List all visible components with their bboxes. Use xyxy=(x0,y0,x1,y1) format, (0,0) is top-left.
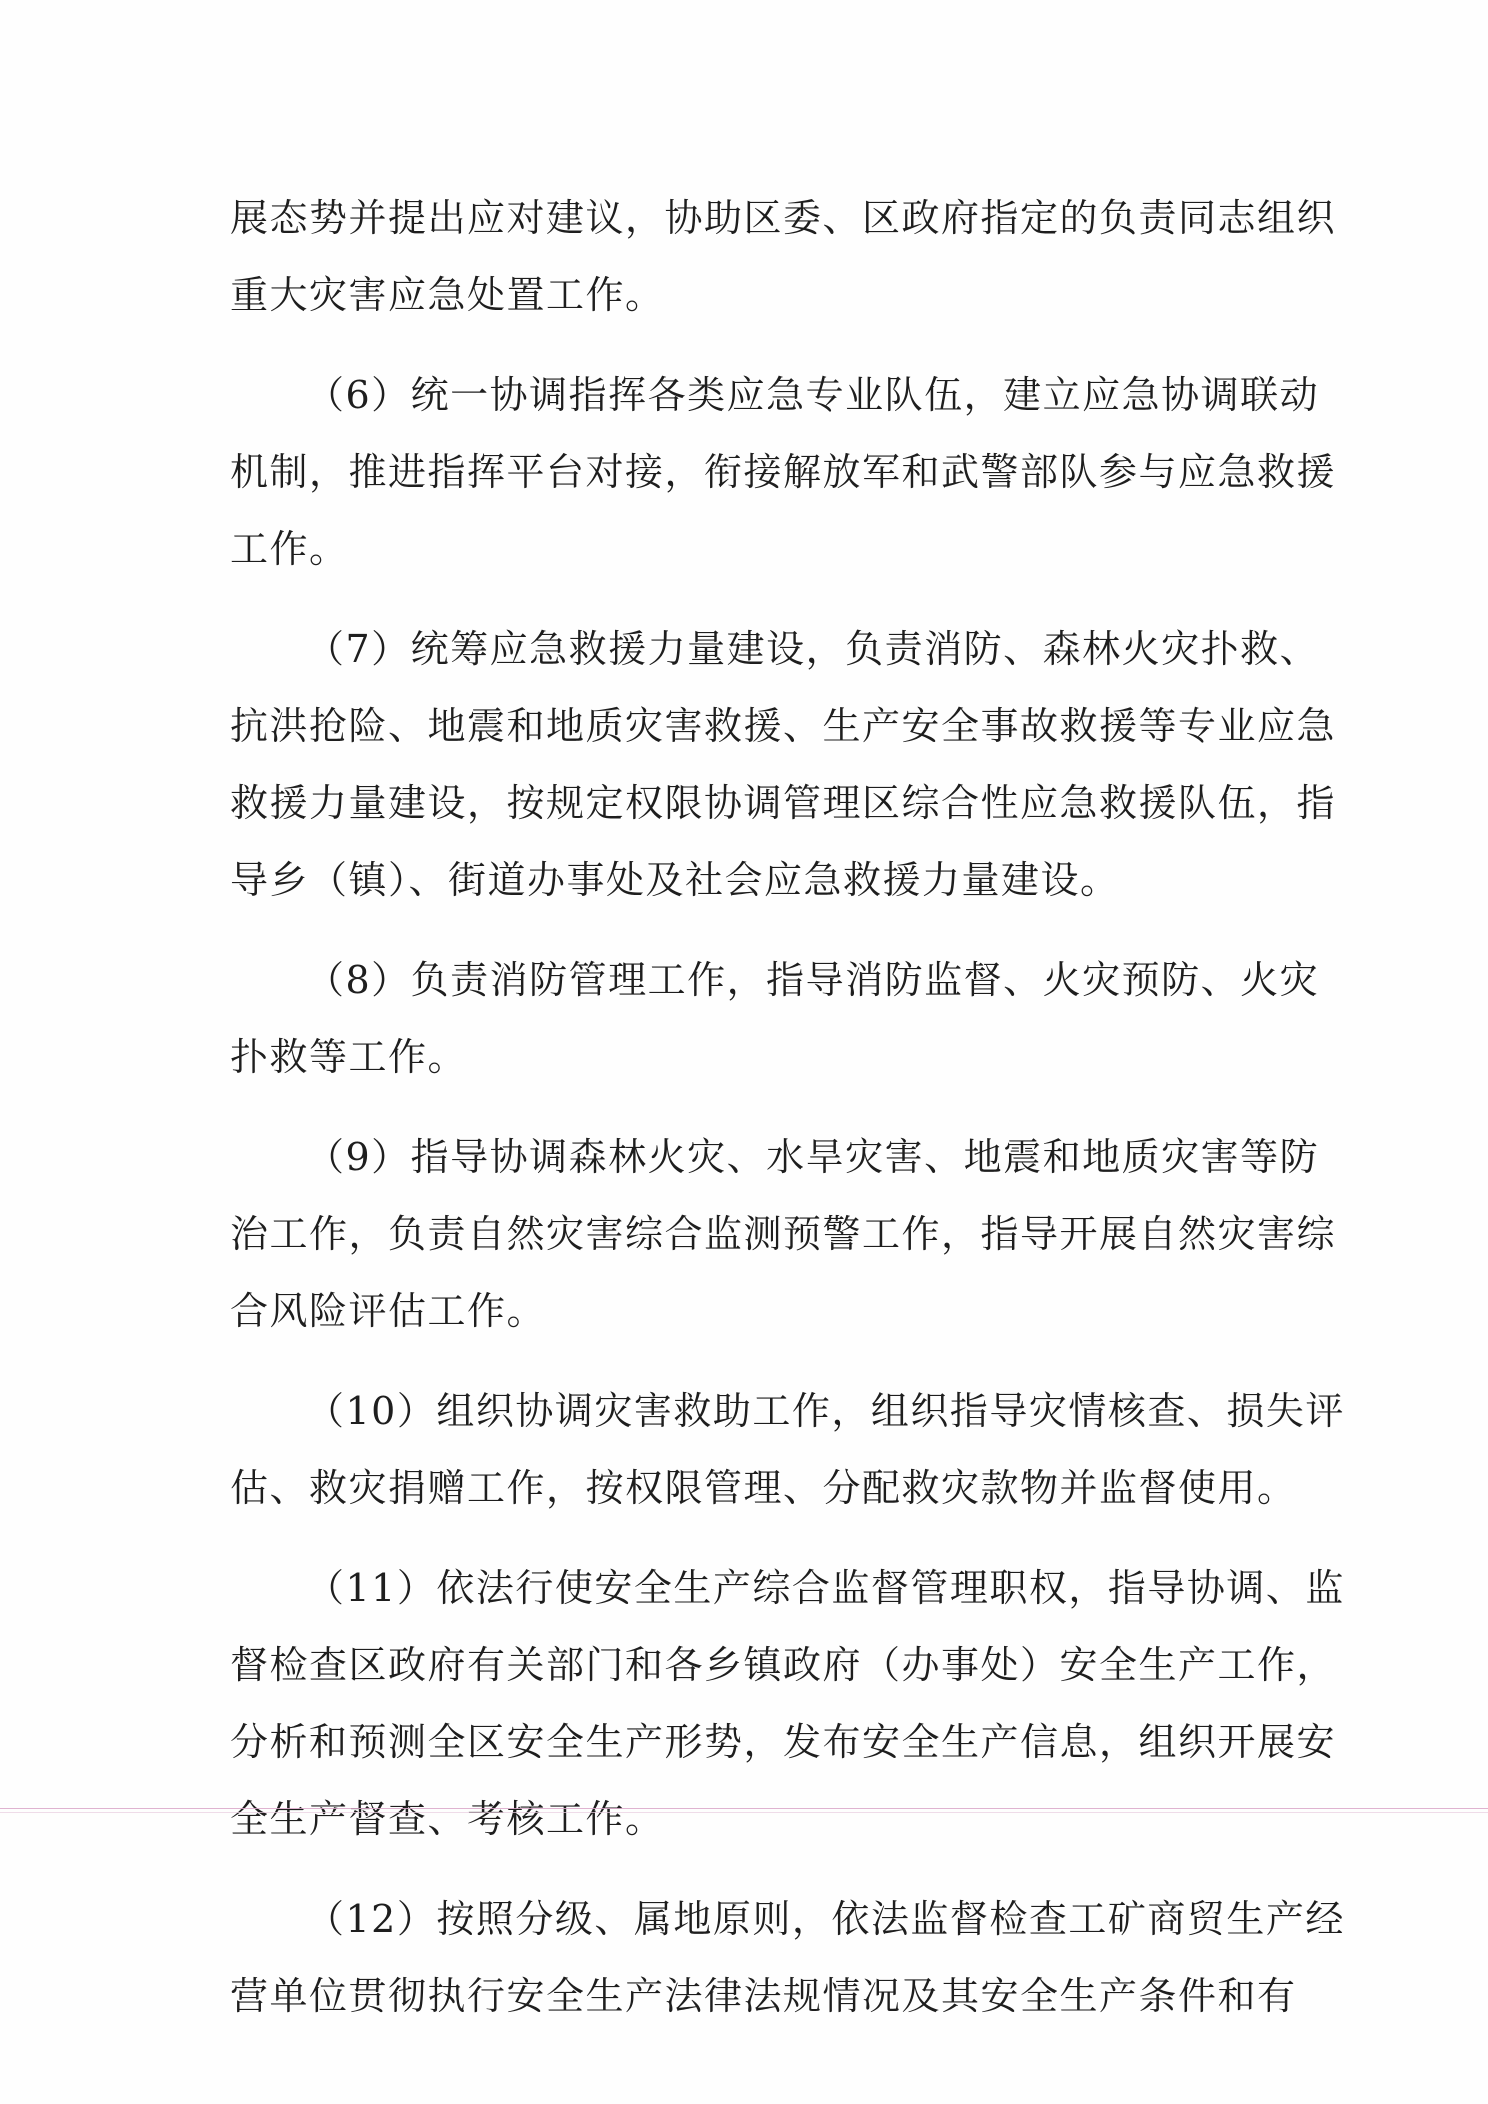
paragraph-6-start: （6）统一协调指挥各类应急专业队伍，建立应急协调联动 xyxy=(306,373,1320,417)
paragraph-9-start: （9）指导协调森林火灾、水旱灾害、地震和地质灾害等防 xyxy=(306,1135,1320,1179)
text-line: 全生产督查、考核工作。 xyxy=(230,1797,665,1841)
text-line: 抗洪抢险、地震和地质灾害救援、生产安全事故救援等专业应急 xyxy=(230,704,1337,748)
text-line: 扑救等工作。 xyxy=(230,1035,468,1079)
scan-line-artifact xyxy=(0,1808,1488,1809)
paragraph-7-start: （7）统筹应急救援力量建设，负责消防、森林火灾扑救、 xyxy=(306,627,1320,671)
text-line: 督检查区政府有关部门和各乡镇政府（办事处）安全生产工作， xyxy=(230,1643,1337,1687)
text-line: 导乡（镇）、街道办事处及社会应急救援力量建设。 xyxy=(230,858,1120,902)
scan-line-artifact-secondary xyxy=(0,1812,1488,1813)
text-line: 机制，推进指挥平台对接，衔接解放军和武警部队参与应急救援 xyxy=(230,450,1337,494)
text-line: 救援力量建设，按规定权限协调管理区综合性应急救援队伍，指 xyxy=(230,781,1337,825)
paragraph-12-start: （12）按照分级、属地原则，依法监督检查工矿商贸生产经 xyxy=(306,1897,1345,1941)
text-line: 重大灾害应急处置工作。 xyxy=(230,273,665,317)
text-line: 估、救灾捐赠工作，按权限管理、分配救灾款物并监督使用。 xyxy=(230,1466,1297,1510)
text-line: 分析和预测全区安全生产形势，发布安全生产信息，组织开展安 xyxy=(230,1720,1337,1764)
paragraph-11-start: （11）依法行使安全生产综合监督管理职权，指导协调、监 xyxy=(306,1566,1345,1610)
paragraph-8-start: （8）负责消防管理工作，指导消防监督、火灾预防、火灾 xyxy=(306,958,1320,1002)
text-line: 合风险评估工作。 xyxy=(230,1289,547,1333)
text-line: 营单位贯彻执行安全生产法律法规情况及其安全生产条件和有 xyxy=(230,1974,1297,2018)
paragraph-10-start: （10）组织协调灾害救助工作，组织指导灾情核查、损失评 xyxy=(306,1389,1345,1433)
document-body xyxy=(230,180,1345,2035)
text-line: 工作。 xyxy=(230,527,349,571)
text-line: 展态势并提出应对建议，协助区委、区政府指定的负责同志组织 xyxy=(230,196,1337,240)
text-line: 治工作，负责自然灾害综合监测预警工作，指导开展自然灾害综 xyxy=(230,1212,1337,1256)
